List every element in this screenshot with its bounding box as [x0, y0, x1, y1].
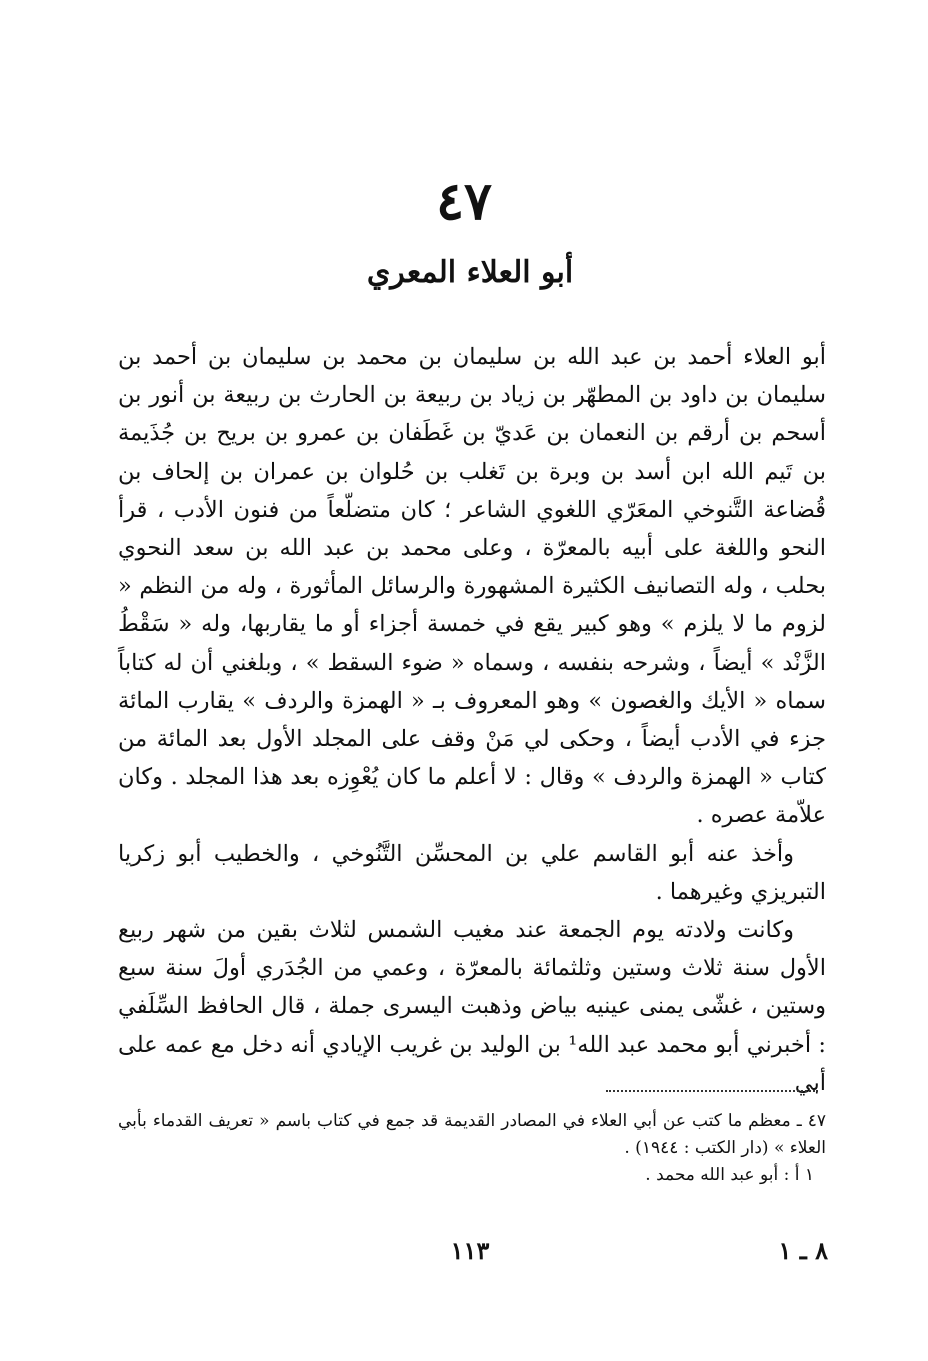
signature-mark: ٨ ـ ١ — [778, 1236, 828, 1265]
footnote-1: ١ أ : أبو عبد الله محمد . — [645, 1165, 814, 1185]
body-paragraph-birth: وكانت ولادته يوم الجمعة عند مغيب الشمس لثلاث بقين من شهر ربيع الأول سنة ثلاث وستين وثلثمائة بالمعرّة ، وعمي من الجُدَري أولَ سنة سبع وستين ، غشّى يمنى عينيه بياض وذهبت اليسرى جملة ، قال الحافظ السِّلَفي : أخبرني أبو محمد عبد الله¹ بن الوليد بن غريب الإيادي أنه دخل مع عمه على أبي — [118, 917, 826, 1096]
body-paragraph-students: وأخذ عنه أبو القاسم علي بن المحسِّن التَّنُوخي ، والخطيب أبو زكريا التبريزي وغيرهما . — [118, 840, 826, 905]
entry-body — [118, 338, 826, 1102]
footnotes — [118, 1108, 826, 1189]
entry-title: أبو العلاء المعري — [366, 255, 574, 290]
footnote-entry-source: ٤٧ ـ معظم ما كتب عن أبي العلاء في المصادر القديمة قد جمع في كتاب باسم « تعريف القدماء بأبي العلاء » (دار الكتب : ١٩٤٤) . — [118, 1111, 826, 1158]
entry-number: ٤٧ — [436, 171, 492, 232]
body-paragraph-biography: أبو العلاء أحمد بن عبد الله بن سليمان بن محمد بن سليمان بن أحمد بن سليمان بن داود بن المطهّر بن زياد بن ربيعة بن الحارث بن ربيعة بن أنور بن أسحم بن أرقم بن النعمان بن عَديّ بن غَطَفان بن عمرو بن بريح بن جُذَيمة بن تَيم الله ابن أسد بن وبرة بن تَغلب بن حُلوان بن عمران بن إلحاف بن قُضاعة التَّنوخي المعَرّي اللغوي الشاعر ؛ كان متضلّعاً من فنون الأدب ، قرأ النحو واللغة على أبيه بالمعرّة ، وعلى محمد بن عبد الله بن سعد النحوي بحلب ، وله التصانيف الكثيرة المشهورة والرسائل المأثورة ، وله من النظم « لزوم ما لا يلزم » وهو كبير يقع في خمسة أجزاء أو ما يقاربها، وله « سَقْطُ الزَّنْد » أيضاً ، وشرحه بنفسه ، وسماه « ضوء السقط » ، وبلغني أن له كتاباً سماه « الأيك والغصون » وهو المعروف بـ « الهمزة والردف » يقارب المائة جزء في الأدب أيضاً ، وحكى لي مَنْ وقف على المجلد الأول بعد المائة من كتاب « الهمزة والردف » وقال : لا أعلم ما كان يُعْوِزه بعد هذا المجلد . وكان علاّمة عصره . — [118, 344, 826, 829]
page-number: ١١٣ — [450, 1236, 490, 1265]
footnote-divider — [606, 1090, 818, 1092]
